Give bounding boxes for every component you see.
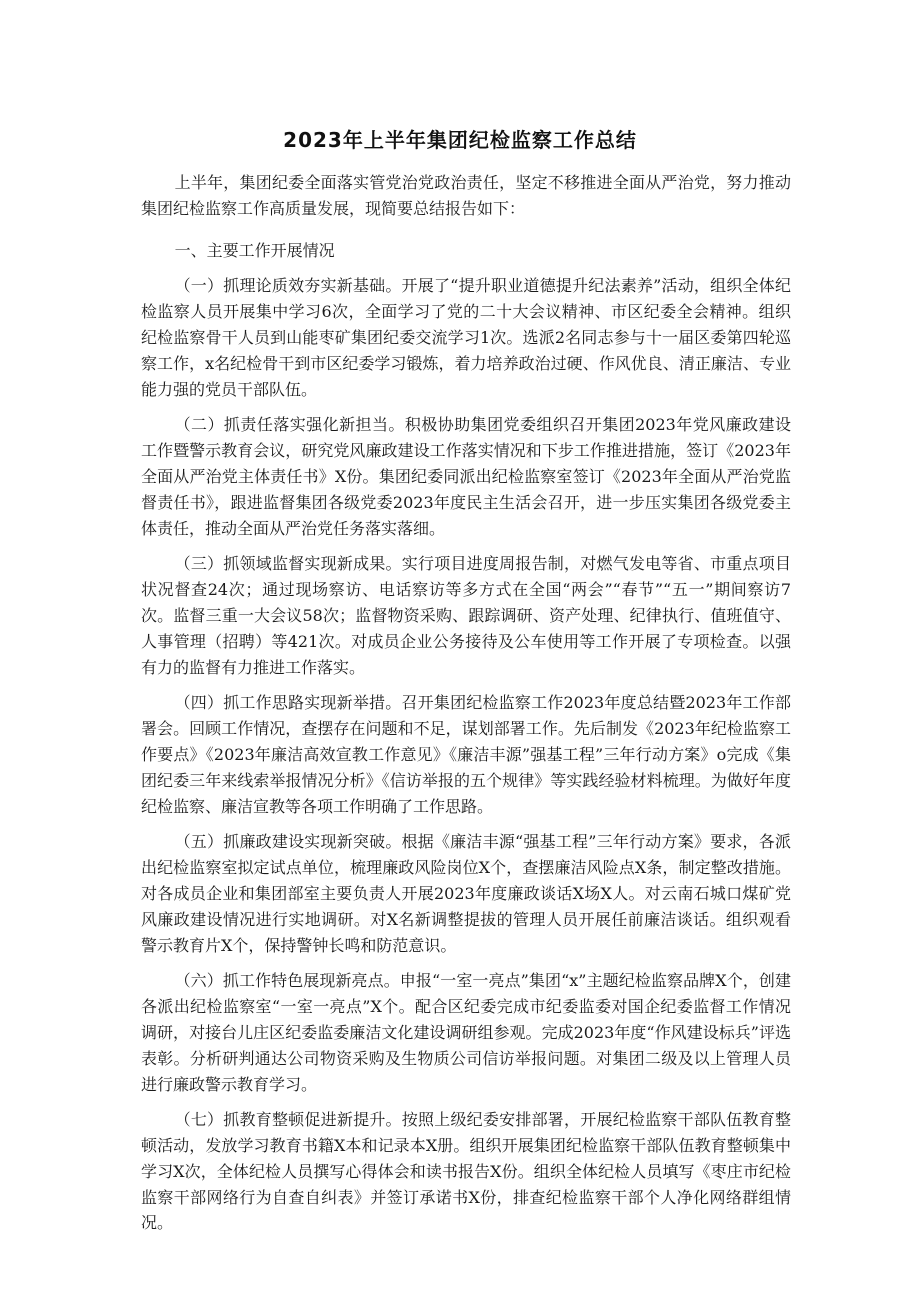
paragraph-6: （六）抓工作特色展现新亮点。申报“一室一亮点”集团“x”主题纪检监察品牌X个，创建各派出纪检监察室“一室一亮点”X个。配合区纪委完成市纪委监委对国企纪委监督工作情况调研，对接台儿庄区纪委监委廉洁文化建设调研组参观。完成2023年度“作风建设标兵”评选表彰。分析研判通达公司物资采购及生物质公司信访举报问题。对集团二级及以上管理人员进行廉政警示教育学习。	[141, 971, 791, 1094]
section-heading: 一、主要工作开展情况	[174, 240, 335, 260]
document-body	[141, 170, 791, 1246]
document-title: 2023年上半年集团纪检监察工作总结	[283, 128, 637, 152]
paragraph-7: （七）抓教育整顿促进新提升。按照上级纪委安排部署，开展纪检监察干部队伍教育整顿活动，发放学习教育书籍X本和记录本X册。组织开展集团纪检监察干部队伍教育整顿集中学习X次，全体纪检人员撰写心得体会和读书报告X份。组织全体纪检人员填写《枣庄市纪检监察干部网络行为自查自纠表》并签订承诺书X份，排查纪检监察干部个人净化网络群组情况。	[141, 1110, 791, 1233]
intro-paragraph: 上半年，集团纪委全面落实管党治党政治责任，坚定不移推进全面从严治党，努力推动集团纪检监察工作高质量发展，现简要总结报告如下：	[141, 173, 791, 218]
paragraph-1: （一）抓理论质效夯实新基础。开展了“提升职业道德提升纪法素养”活动，组织全体纪检监察人员开展集中学习6次，全面学习了党的二十大会议精神、市区纪委全会精神。组织纪检监察骨干人员到山能枣矿集团纪委交流学习1次。选派2名同志参与十一届区委第四轮巡察工作，x名纪检骨干到市区纪委学习锻炼，着力培养政治过硬、作风优良、清正廉洁、专业能力强的党员干部队伍。	[141, 276, 791, 399]
paragraph-4: （四）抓工作思路实现新举措。召开集团纪检监察工作2023年度总结暨2023年工作部署会。回顾工作情况，查摆存在问题和不足，谋划部署工作。先后制发《2023年纪检监察工作要点》《2023年廉洁高效宣教工作意见》《廉洁丰源”强基工程”三年行动方案》o完成《集团纪委三年来线索举报情况分析》《信访举报的五个规律》等实践经验材料梳理。为做好年度纪检监察、廉洁宣教等各项工作明确了工作思路。	[141, 693, 791, 816]
paragraph-5: （五）抓廉政建设实现新突破。根据《廉洁丰源“强基工程”三年行动方案》要求，各派出纪检监察室拟定试点单位，梳理廉政风险岗位X个，查摆廉洁风险点X条，制定整改措施。对各成员企业和集团部室主要负责人开展2023年度廉政谈话X场X人。对云南石城口煤矿党风廉政建设情况进行实地调研。对X名新调整提拔的管理人员开展任前廉洁谈话。组织观看警示教育片X个，保持警钟长鸣和防范意识。	[141, 832, 791, 955]
paragraph-2: （二）抓责任落实强化新担当。积极协助集团党委组织召开集团2023年党风廉政建设工作暨警示教育会议，研究党风廉政建设工作落实情况和下步工作推进措施，签订《2023年全面从严治党主体责任书》X份。集团纪委同派出纪检监察室签订《2023年全面从严治党监督责任书》，跟进监督集团各级党委2023年度民主生活会召开，进一步压实集团各级党委主体责任，推动全面从严治党任务落实落细。	[141, 415, 791, 538]
paragraph-3: （三）抓领域监督实现新成果。实行项目进度周报告制，对燃气发电等省、市重点项目状况督查24次；通过现场察访、电话察访等多方式在全国“两会”“春节”“五一”期间察访7次。监督三重一大会议58次；监督物资采购、跟踪调研、资产处理、纪律执行、值班值守、人事管理（招聘）等421次。对成员企业公务接待及公车使用等工作开展了专项检查。以强有力的监督有力推进工作落实。	[141, 554, 791, 677]
